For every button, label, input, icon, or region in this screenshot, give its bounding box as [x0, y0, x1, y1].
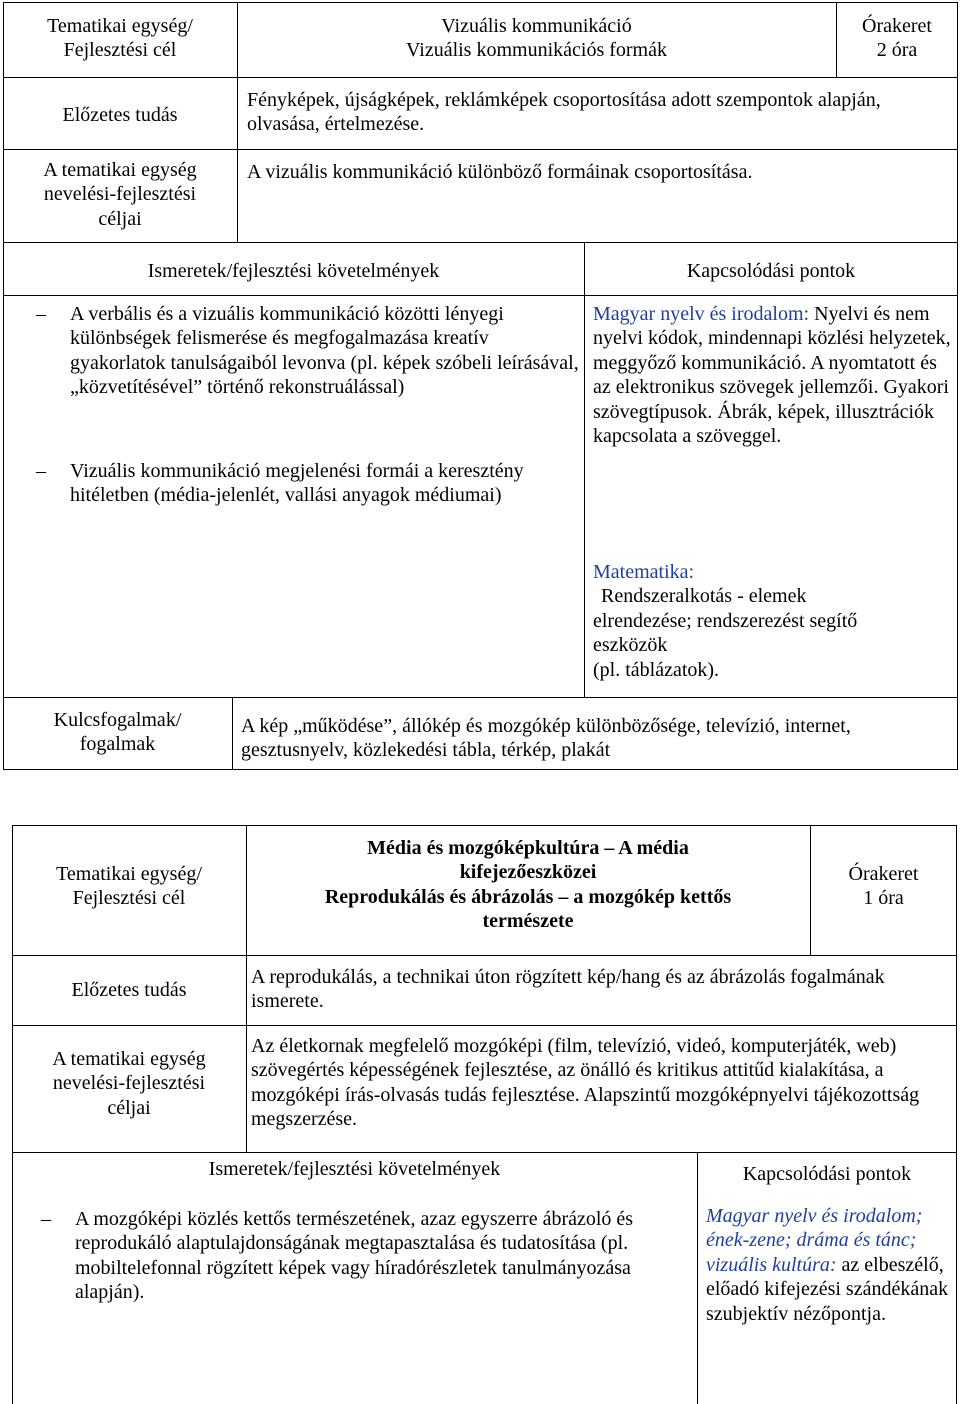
- connections-column-header: Kapcsolódási pontok: [686, 260, 856, 282]
- connection-subject: Magyar nyelv és irodalom:: [593, 303, 810, 325]
- prior-knowledge-text: A reprodukálás, a technikai úton rögzített kép/hang és az ábrázolás fogalmának ismerete.: [251, 966, 885, 1013]
- goals-label: A tematikai egység nevelési-fejlesztési céljai: [43, 159, 197, 230]
- divider: [232, 697, 233, 770]
- topic-label: Tematikai egység/ Fejlesztési cél: [56, 863, 202, 910]
- divider: [697, 1152, 698, 1404]
- divider: [12, 1025, 957, 1026]
- connection-math: Matematika: Rendszeralkotás - elemek elrendezése; rendszerezést segítő eszközök (pl. táblázatok).: [593, 560, 953, 682]
- prior-knowledge-text: Fényképek, újságképek, reklámképek csoportosítása adott szempontok alapján, olvasása, értelmezése.: [247, 89, 881, 136]
- knowledge-column-header: Ismeretek/fejlesztési követelmények: [208, 1158, 501, 1180]
- divider: [3, 77, 958, 78]
- connections-column-header: Kapcsolódási pontok: [742, 1163, 912, 1185]
- connection-subject: Magyar nyelv és irodalom; ének-zene; dráma és tánc; vizuális kultúra:: [706, 1205, 923, 1276]
- divider: [12, 955, 957, 956]
- dash-bullet: –: [36, 460, 46, 482]
- knowledge-column-header: Ismeretek/fejlesztési követelmények: [147, 260, 440, 282]
- knowledge-item: – A verbális és a vizuális kommunikáció közötti lényegi különbségek felismerése és megfogalmazása kreatív gyakorlatok tanulságaiból levonva (pl. képek szóbeli leírásával, „közvetítésével” történő rekonstruálással): [36, 303, 579, 399]
- keywords-label: Kulcsfogalmak/ fogalmak: [53, 709, 182, 756]
- hours-box: Órakeret 2 óra: [862, 15, 932, 62]
- topic-label: Tematikai egység/ Fejlesztési cél: [47, 15, 193, 62]
- divider: [3, 242, 958, 243]
- divider: [3, 149, 958, 150]
- divider: [584, 242, 585, 697]
- keywords-text: A kép „működése”, állókép és mozgókép különbözősége, televízió, internet, gesztusnyelv, közlekedési tábla, térkép, plakát: [241, 715, 851, 762]
- topic-title: Vizuális kommunikáció Vizuális kommunikációs formák: [406, 15, 667, 62]
- prior-knowledge-label: Előzetes tudás: [71, 979, 187, 1001]
- hours-box: Órakeret 1 óra: [848, 863, 919, 910]
- connection-hungarian: Magyar nyelv és irodalom: Nyelvi és nem nyelvi kódok, mindennapi közlési helyzetek, meggyőző kommunikáció. A nyomtatott és az elektronikus szövegek jellemzői. Gyakori szövegtípusok. Ábrák, képek, illusztrációk kapcsolata a szöveggel.: [593, 303, 951, 447]
- dash-bullet: –: [41, 1208, 51, 1230]
- knowledge-item: – Vizuális kommunikáció megjelenési formái a keresztény hitéletben (média-jelenlét, vallási anyagok médiumai): [36, 460, 524, 507]
- divider: [12, 1152, 957, 1153]
- goals-text: A vizuális kommunikáció különböző formáinak csoportosítása.: [247, 161, 753, 183]
- divider: [3, 295, 958, 296]
- connection-hungarian-arts: Magyar nyelv és irodalom; ének-zene; dráma és tánc; vizuális kultúra: az elbeszélő, előadó kifejezési szándékának szubjektív nézőpontja.: [706, 1205, 949, 1325]
- prior-knowledge-label: Előzetes tudás: [62, 104, 178, 126]
- connection-subject: Matematika:: [593, 561, 695, 583]
- goals-label: A tematikai egység nevelési-fejlesztési céljai: [52, 1048, 206, 1119]
- goals-text: Az életkornak megfelelő mozgóképi (film, televízió, videó, komputerjáték, web) szövegértés képességének fejlesztése, az önálló és kritikus attitűd kialakítása, a mozgóképi írás-olvasás tudás fejlesztése. Alapszintű mozgóképnyelvi tájékozottság megszerzése.: [251, 1035, 920, 1131]
- divider: [3, 697, 958, 698]
- knowledge-item: – A mozgóképi közlés kettős természetének, azaz egyszerre ábrázoló és reprodukáló alaptulajdonságának megtapasztalása és tudatosítása (pl. mobiltelefonnal rögzített képek vagy híradórészletek tanulmányozása alapján).: [41, 1208, 634, 1304]
- dash-bullet: –: [36, 303, 46, 325]
- topic-title: Média és mozgóképkultúra – A média kifejezőeszközei Reprodukálás és ábrázolás – a mozgókép kettős természete: [324, 837, 732, 933]
